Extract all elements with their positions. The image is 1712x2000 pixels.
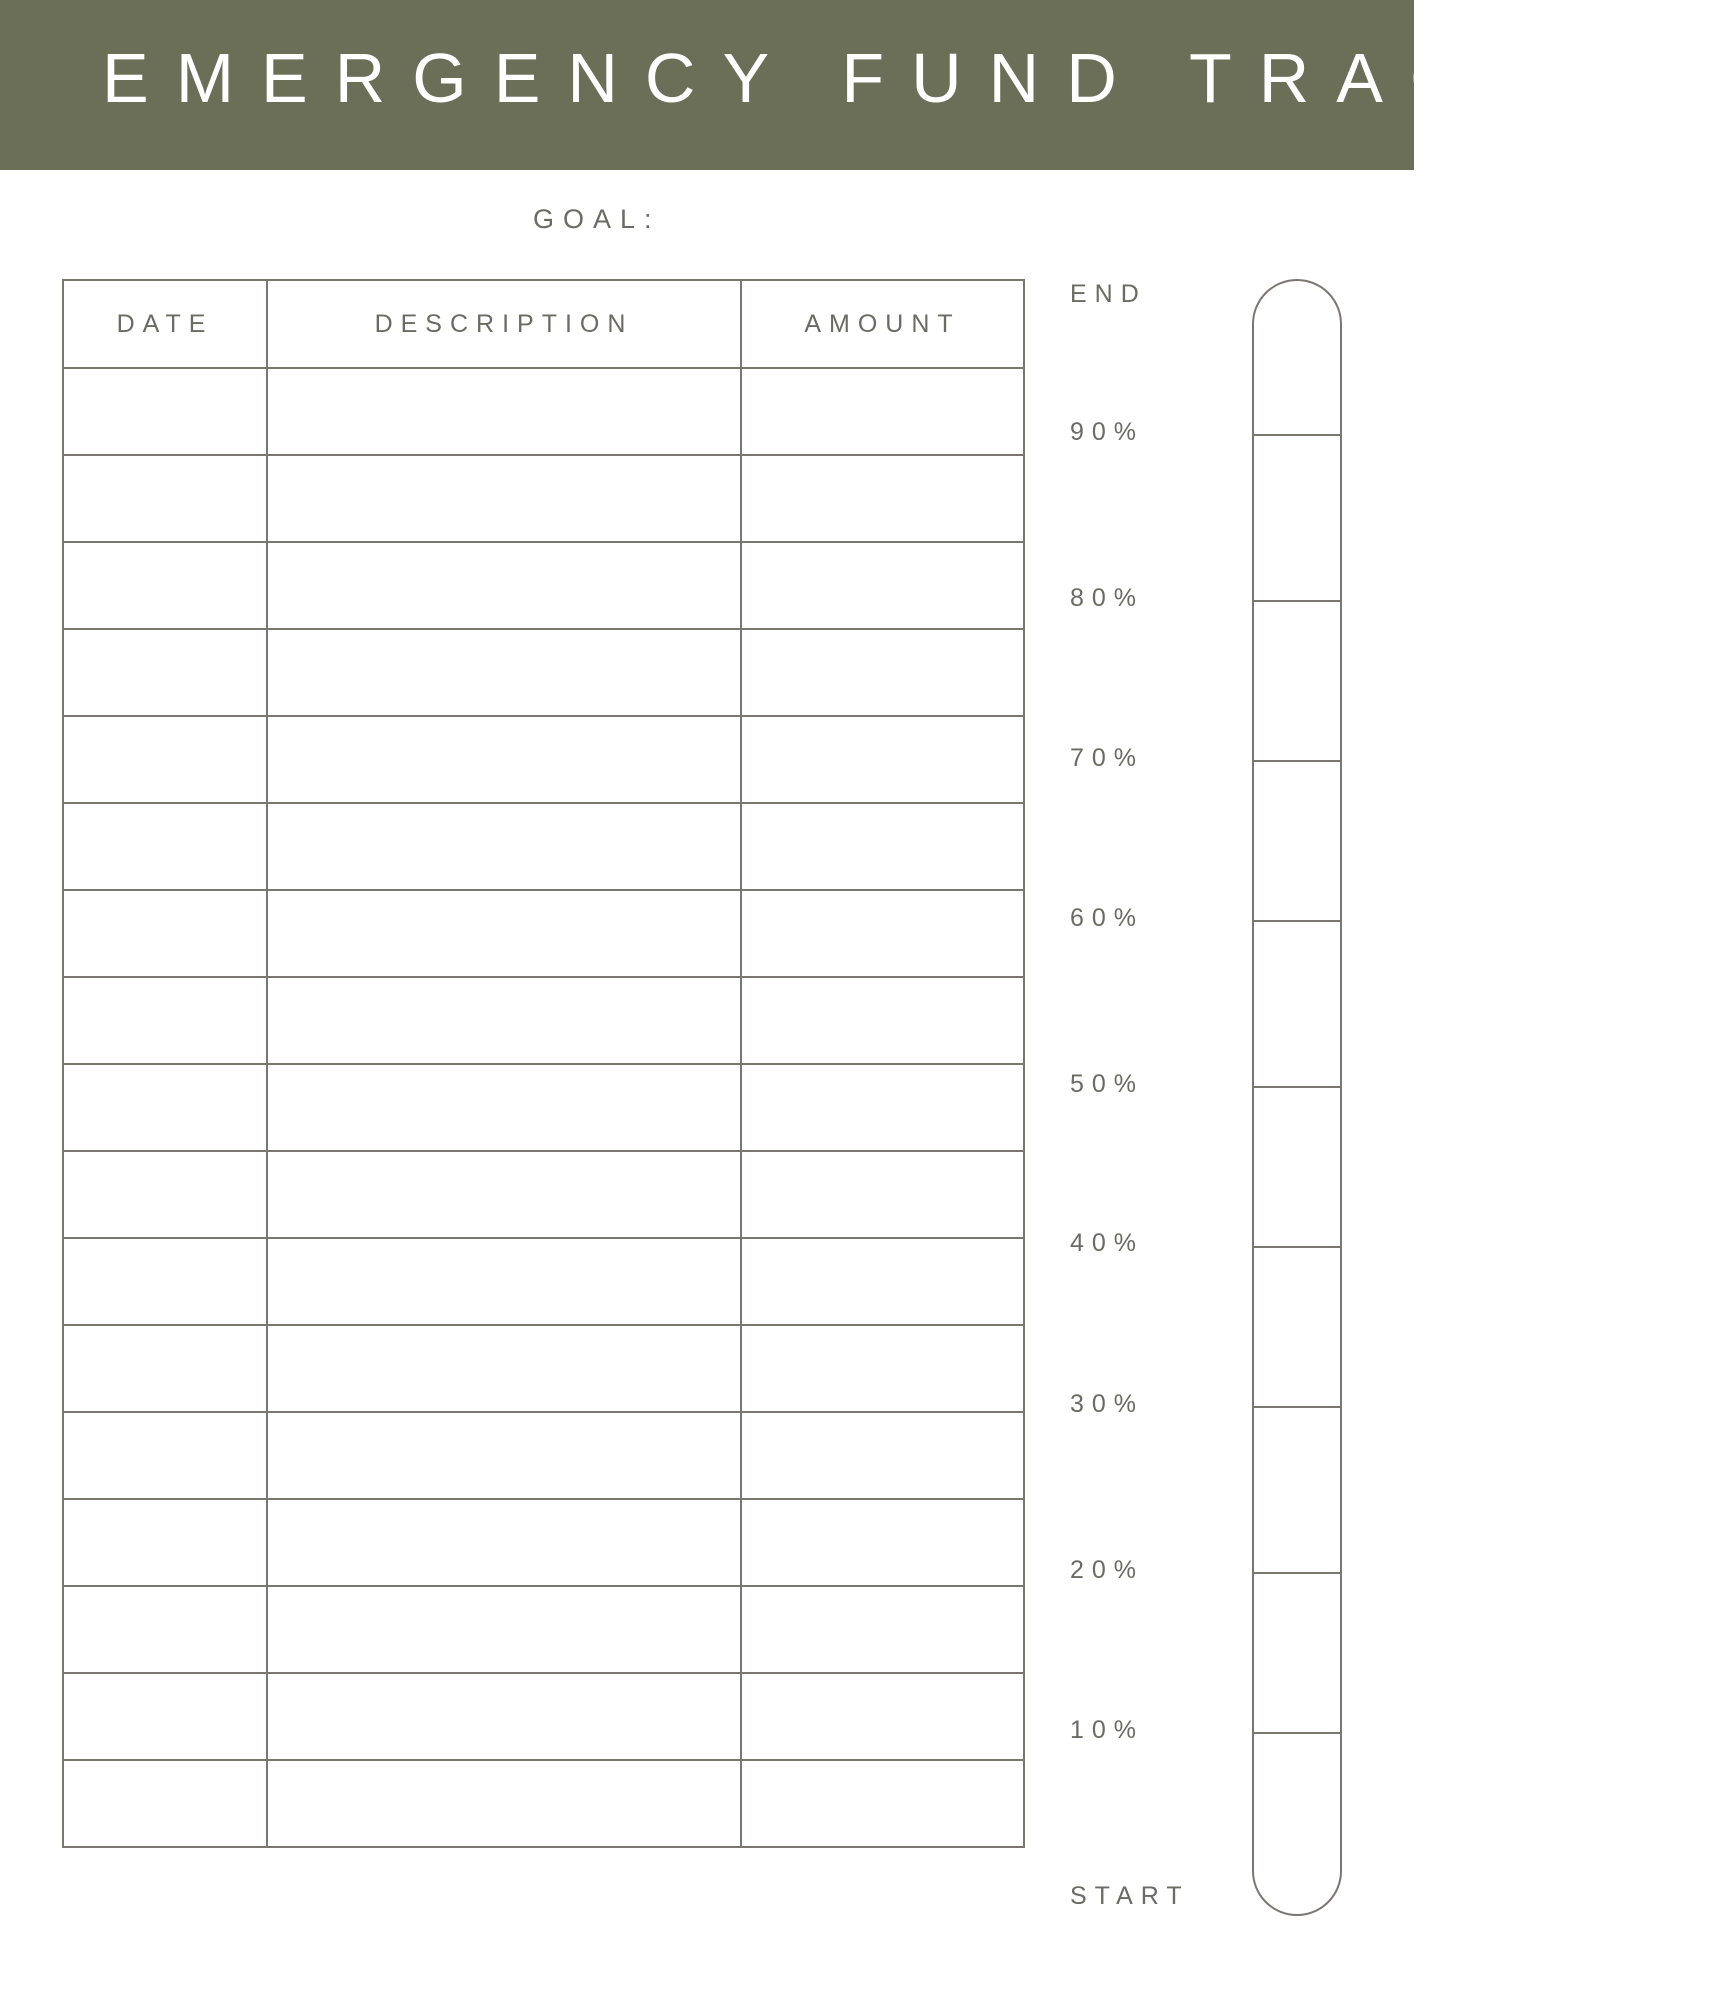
amount-cell[interactable]	[741, 1412, 1024, 1499]
date-cell[interactable]	[63, 1325, 267, 1412]
date-cell[interactable]	[63, 1499, 267, 1586]
date-cell[interactable]	[63, 977, 267, 1064]
tick-90	[1254, 434, 1340, 436]
amount-cell[interactable]	[741, 1586, 1024, 1673]
tick-80	[1254, 600, 1340, 602]
scale-label-60: 60%	[1070, 904, 1145, 932]
table-row	[63, 1499, 1024, 1586]
description-cell[interactable]	[267, 716, 741, 803]
table-row	[63, 1760, 1024, 1847]
table-row	[63, 455, 1024, 542]
date-cell[interactable]	[63, 455, 267, 542]
ledger-header-row	[63, 280, 1024, 368]
date-cell[interactable]	[63, 1673, 267, 1760]
date-column-header: DATE	[63, 280, 267, 368]
amount-cell[interactable]	[741, 716, 1024, 803]
scale-label-80: 80%	[1070, 584, 1145, 612]
description-cell[interactable]	[267, 629, 741, 716]
amount-column-header: AMOUNT	[741, 280, 1024, 368]
header-band	[0, 0, 1712, 170]
table-row	[63, 1673, 1024, 1760]
amount-cell[interactable]	[741, 890, 1024, 977]
date-cell[interactable]	[63, 542, 267, 629]
tick-20	[1254, 1572, 1340, 1574]
ledger-body	[63, 368, 1024, 1847]
table-row	[63, 890, 1024, 977]
date-cell[interactable]	[63, 1151, 267, 1238]
table-row	[63, 542, 1024, 629]
description-cell[interactable]	[267, 1151, 741, 1238]
table-row	[63, 977, 1024, 1064]
date-cell[interactable]	[63, 803, 267, 890]
amount-cell[interactable]	[741, 1064, 1024, 1151]
scale-label-50: 50%	[1070, 1070, 1145, 1098]
scale-label-90: 90%	[1070, 418, 1145, 446]
page-title: EMERGENCY FUND TRACKER	[102, 39, 1712, 117]
description-cell[interactable]	[267, 1673, 741, 1760]
amount-cell[interactable]	[741, 1151, 1024, 1238]
description-cell[interactable]	[267, 1325, 741, 1412]
tick-10	[1254, 1732, 1340, 1734]
tick-40	[1254, 1246, 1340, 1248]
progress-thermometer	[1252, 279, 1342, 1916]
date-cell[interactable]	[63, 1238, 267, 1325]
scale-label-30: 30%	[1070, 1390, 1145, 1418]
tick-50	[1254, 1086, 1340, 1088]
table-row	[63, 368, 1024, 455]
amount-cell[interactable]	[741, 1760, 1024, 1847]
amount-cell[interactable]	[741, 1325, 1024, 1412]
amount-cell[interactable]	[741, 368, 1024, 455]
amount-cell[interactable]	[741, 977, 1024, 1064]
description-cell[interactable]	[267, 455, 741, 542]
description-cell[interactable]	[267, 890, 741, 977]
table-row	[63, 803, 1024, 890]
scale-label-20: 20%	[1070, 1556, 1145, 1584]
scale-label-start: START	[1070, 1882, 1190, 1910]
amount-cell[interactable]	[741, 455, 1024, 542]
description-cell[interactable]	[267, 542, 741, 629]
tick-70	[1254, 760, 1340, 762]
date-cell[interactable]	[63, 890, 267, 977]
amount-cell[interactable]	[741, 542, 1024, 629]
date-cell[interactable]	[63, 1412, 267, 1499]
date-cell[interactable]	[63, 629, 267, 716]
table-row	[63, 1064, 1024, 1151]
description-cell[interactable]	[267, 1412, 741, 1499]
amount-cell[interactable]	[741, 1499, 1024, 1586]
table-row	[63, 1586, 1024, 1673]
description-cell[interactable]	[267, 803, 741, 890]
table-row	[63, 629, 1024, 716]
scale-label-end: END	[1070, 280, 1147, 308]
date-cell[interactable]	[63, 1760, 267, 1847]
tick-60	[1254, 920, 1340, 922]
description-cell[interactable]	[267, 1238, 741, 1325]
table-row	[63, 1238, 1024, 1325]
table-row	[63, 1325, 1024, 1412]
description-cell[interactable]	[267, 1499, 741, 1586]
tick-30	[1254, 1406, 1340, 1408]
table-row	[63, 1412, 1024, 1499]
amount-cell[interactable]	[741, 803, 1024, 890]
scale-label-70: 70%	[1070, 744, 1145, 772]
description-cell[interactable]	[267, 977, 741, 1064]
description-cell[interactable]	[267, 1586, 741, 1673]
scale-label-40: 40%	[1070, 1229, 1145, 1257]
table-row	[63, 1151, 1024, 1238]
date-cell[interactable]	[63, 1586, 267, 1673]
amount-cell[interactable]	[741, 629, 1024, 716]
date-cell[interactable]	[63, 368, 267, 455]
table-row	[63, 716, 1024, 803]
scale-label-10: 10%	[1070, 1716, 1145, 1744]
description-cell[interactable]	[267, 1760, 741, 1847]
amount-cell[interactable]	[741, 1673, 1024, 1760]
ledger-table	[62, 279, 1025, 1848]
goal-label: GOAL:	[533, 204, 661, 234]
description-column-header: DESCRIPTION	[267, 280, 741, 368]
description-cell[interactable]	[267, 1064, 741, 1151]
amount-cell[interactable]	[741, 1238, 1024, 1325]
date-cell[interactable]	[63, 716, 267, 803]
description-cell[interactable]	[267, 368, 741, 455]
date-cell[interactable]	[63, 1064, 267, 1151]
